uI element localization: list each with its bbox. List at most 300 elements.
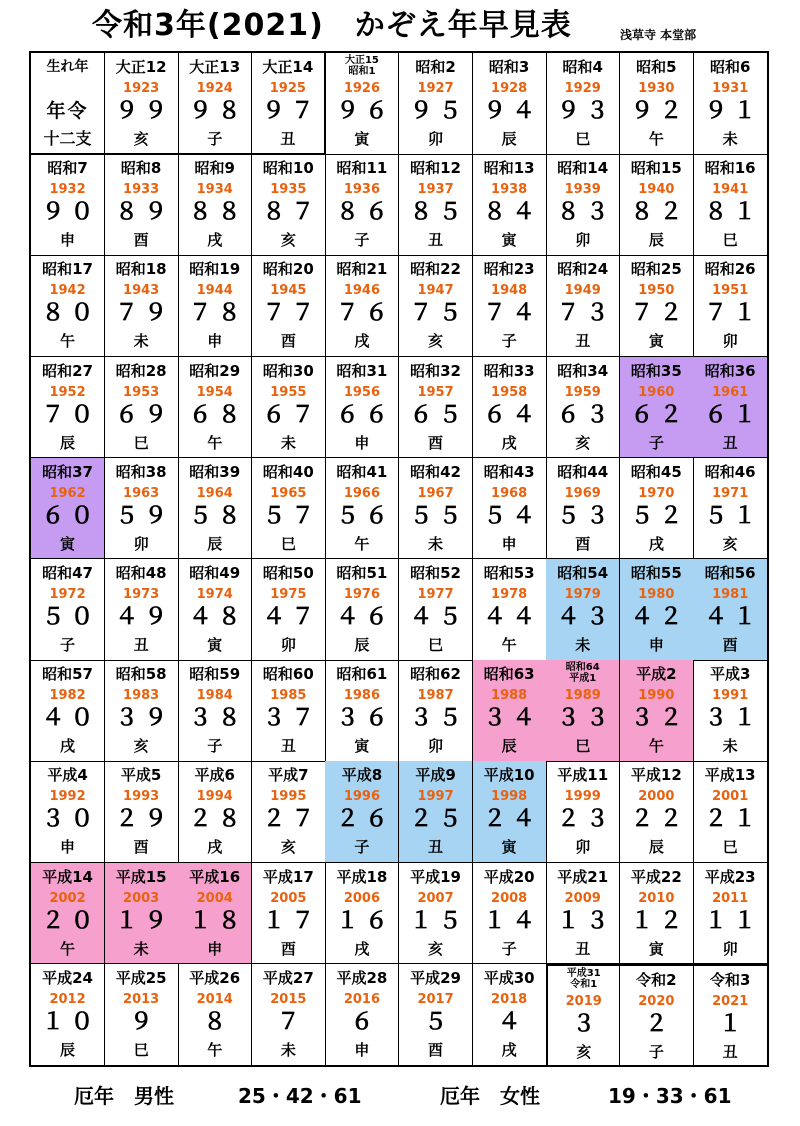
cell-year: 2009 [564,890,601,906]
cell-zodiac: 子 [501,939,517,958]
cell-zodiac: 未 [133,939,149,958]
cell-era: 生れ年 [46,59,89,75]
cell-zodiac: 子 [60,636,76,654]
cell-age: ４ [497,1008,527,1035]
cell-era: 平成20 [483,867,535,886]
cell-era: 昭和54 [557,564,609,582]
year-cell [105,559,179,661]
year-cell [325,154,399,256]
cell-year: 1925 [269,81,306,96]
cell-year: 2016 [343,991,381,1007]
cell-zodiac: 亥 [428,332,444,351]
cell-zodiac: 午 [60,332,76,351]
cell-year: 1926 [343,81,381,96]
cell-zodiac: 亥 [576,1042,592,1061]
cell-era: 平成29 [410,968,461,987]
year-cell [693,458,767,560]
year-cell [325,660,399,762]
cell-zodiac: 未 [722,737,738,756]
year-cell [252,53,326,155]
cell-age: ８５ [409,199,468,226]
year-cell [546,458,620,560]
cell-zodiac: 丑 [722,433,738,452]
female-ages: 19・33・61 [608,1084,732,1108]
cell-era: 昭和2 [415,58,456,76]
year-cell [252,863,326,965]
year-cell [473,964,547,1065]
year-cell [252,357,326,459]
cell-zodiac: 辰 [648,231,664,250]
year-cell [252,761,326,863]
year-cell [546,154,620,256]
cell-era: 昭和63 [483,665,535,684]
cell-year: 1962 [49,485,86,501]
cell-year: 1989 [564,688,601,704]
cell-era: 昭和30 [262,361,314,380]
cell-zodiac: 子 [648,433,664,452]
cell-zodiac: 子 [648,1042,664,1061]
cell-zodiac: 申 [60,231,76,250]
cell-year: 1946 [343,283,381,299]
cell-zodiac: 戌 [354,939,370,958]
cell-year: 1976 [343,587,381,602]
cell-era: 平成5 [120,766,162,785]
cell-era: 昭和15 [630,159,682,178]
cell-zodiac: 未 [575,636,591,654]
cell-zodiac: 子 [207,130,223,148]
cell-zodiac: 未 [722,130,738,148]
cell-year: 2020 [638,993,675,1009]
cell-era: 昭和37 [42,462,93,481]
year-cell [105,255,179,357]
cell-era: 平成28 [336,968,388,987]
cell-zodiac: 辰 [60,433,76,452]
cell-era: 昭和44 [557,462,609,481]
cell-zodiac: 未 [280,1040,296,1059]
cell-era: 昭和19 [189,260,241,279]
year-cell [31,154,105,256]
cell-age: ２７ [262,806,321,833]
year-cell [693,53,767,155]
cell-age: ３４ [483,705,542,732]
cell-era: 平成4 [47,766,88,785]
cell-age: ８０ [41,300,100,327]
cell-era: 昭和42 [410,462,461,481]
cell-age: ４３ [556,604,615,630]
cell-age: １４ [483,907,542,934]
cell-zodiac: 酉 [575,534,591,553]
cell-year: 1979 [564,587,601,602]
cell-era: 昭和43 [483,462,535,481]
cell-age: ３９ [115,705,174,732]
cell-year: 1951 [712,283,749,299]
cell-era: 平成24 [42,968,93,987]
cell-zodiac: 寅 [207,636,223,654]
cell-year: 1935 [270,182,307,198]
cell-era: 昭和24 [557,260,609,279]
cell-year: 1958 [491,384,528,400]
cell-zodiac: 午 [501,636,517,654]
cell-age: 年令 [46,100,89,122]
cell-zodiac: 亥 [133,737,149,756]
cell-era: 昭和41 [336,462,388,481]
year-cell [620,154,694,256]
cell-era: 平成7 [268,766,309,785]
cell-era: 平成8 [341,766,383,785]
cell-year: 1986 [343,688,381,704]
year-cell [546,53,620,155]
cell-age: ３５ [409,705,468,732]
cell-zodiac: 酉 [133,231,149,250]
cell-era: 平成15 [115,867,167,886]
cell-age: １６ [335,907,394,934]
cell-age: ５０ [41,604,100,630]
cell-zodiac: 寅 [60,534,76,553]
year-cell [546,357,620,459]
cell-zodiac: 辰 [354,636,370,654]
cell-zodiac: 卯 [575,231,591,250]
cell-age: ４７ [262,604,321,630]
cell-year: 1956 [343,384,381,400]
cell-age: ３１ [704,705,763,732]
cell-year: 2002 [49,890,86,906]
cell-zodiac: 子 [354,838,370,857]
cell-zodiac: 酉 [722,636,738,654]
year-cell [620,964,694,1065]
cell-zodiac: 午 [354,534,370,553]
cell-zodiac: 丑 [575,332,591,351]
cell-age: ７８ [188,300,247,327]
cell-age: １９ [115,907,174,934]
cell-zodiac: 酉 [280,939,296,958]
cell-zodiac: 巳 [133,433,149,452]
cell-zodiac: 寅 [501,231,517,250]
year-cell [399,53,473,155]
cell-year: 2019 [565,993,602,1009]
cell-era: 昭和46 [704,462,756,481]
cell-zodiac: 亥 [575,433,591,452]
year-cell [105,761,179,863]
cell-age: ９ [129,1008,159,1035]
cell-zodiac: 酉 [280,332,296,351]
cell-age: ９５ [409,98,468,124]
cell-age: ６０ [41,502,100,529]
cell-era: 昭和49 [189,564,241,582]
year-cell [693,357,767,459]
cell-age: ５６ [335,502,394,529]
cell-age: ６２ [630,401,689,428]
year-cell [693,863,767,965]
cell-age: ８７ [262,199,321,226]
cell-age: ６３ [556,401,615,428]
year-cell [399,255,473,357]
cell-era: 平成10 [483,766,535,785]
cell-year: 1971 [712,485,749,501]
cell-zodiac: 申 [354,1040,370,1059]
cell-age: ３６ [335,705,394,732]
cell-year: 1972 [49,587,86,602]
year-cell [473,255,547,357]
cell-year: 1954 [196,384,233,400]
cell-age: ６１ [704,401,763,428]
cell-era: 平成31 令和1 [566,967,601,990]
cell-era: 大正13 [189,58,241,76]
cell-year: 1964 [196,485,233,501]
cell-era: 平成6 [194,766,235,785]
year-cell [252,255,326,357]
cell-age: ７１ [704,300,763,327]
cell-year: 1959 [564,384,601,400]
year-cell [105,458,179,560]
cell-age: ４９ [115,604,174,630]
cell-age: ８４ [483,199,542,226]
cell-year: 1930 [638,81,675,96]
cell-age: ５３ [556,502,615,529]
cell-year: 1947 [417,283,454,299]
year-cell [178,964,252,1065]
cell-age: ６７ [262,401,321,428]
cell-era: 昭和5 [636,58,677,76]
cell-era: 昭和51 [336,564,388,582]
cell-age: ５１ [704,502,763,529]
cell-era: 平成17 [262,867,314,886]
year-cell [693,761,767,863]
year-cell [325,863,399,965]
cell-zodiac: 丑 [280,737,296,756]
cell-age: １０ [41,1008,100,1035]
cell-era: 昭和48 [115,564,167,582]
cell-year: 2000 [638,789,675,805]
cell-era: 昭和18 [115,260,167,279]
year-cell [399,660,473,762]
cell-zodiac: 未 [428,534,444,553]
cell-age: ２４ [483,806,542,833]
cell-zodiac: 午 [207,1040,223,1059]
cell-year: 1961 [712,384,749,400]
cell-age: ８ [203,1008,233,1035]
year-cell [252,660,326,762]
cell-age: ３２ [630,705,689,732]
cell-zodiac: 申 [501,534,517,553]
cell-zodiac: 巳 [722,838,738,857]
year-cell [693,154,767,256]
cell-age: ９２ [630,98,689,124]
cell-era: 平成27 [262,968,314,987]
cell-age: ７７ [262,300,321,327]
cell-age: １７ [262,907,321,934]
cell-year: 2015 [270,991,307,1007]
cell-age: ４２ [630,604,689,630]
cell-age: ７３ [556,300,615,327]
cell-age: ３０ [41,806,100,833]
cell-year: 2021 [712,993,749,1009]
cell-zodiac: 午 [207,433,223,452]
cell-era: 昭和58 [115,665,167,684]
cell-year: 1948 [491,283,528,299]
female-label: 厄年 女性 [440,1084,540,1108]
cell-era: 昭和32 [410,361,461,380]
year-cell [399,761,473,863]
cell-year: 1955 [270,384,307,400]
cell-zodiac: 戌 [648,534,664,553]
cell-zodiac: 寅 [648,939,664,958]
cell-zodiac: 巳 [280,534,296,553]
year-cell [178,357,252,459]
cell-age: ６５ [409,401,468,428]
cell-age: ２２ [630,806,689,833]
cell-age: ４０ [41,705,100,732]
cell-year: 2011 [712,890,749,906]
cell-zodiac: 戌 [501,1040,517,1059]
cell-year: 1969 [564,485,601,501]
cell-zodiac: 卯 [722,939,738,958]
year-cell [399,964,473,1065]
cell-era: 昭和22 [410,260,461,279]
cell-year: 1978 [491,587,528,602]
cell-age: ２０ [41,907,100,934]
cell-year: 1952 [49,384,86,400]
cell-era: 平成14 [42,867,93,886]
cell-zodiac: 戌 [207,838,223,857]
cell-era: 平成30 [483,968,535,987]
male-label: 厄年 男性 [74,1084,174,1108]
cell-age: １１ [704,907,763,934]
cell-age: ５８ [188,502,247,529]
year-cell [31,761,105,863]
cell-age: ８９ [115,199,174,226]
cell-era: 平成25 [115,968,167,987]
cell-era: 大正12 [115,58,167,76]
cell-age: ５４ [483,502,542,529]
cell-zodiac: 未 [133,332,149,351]
cell-age: １８ [188,907,247,934]
cell-zodiac: 辰 [207,534,223,553]
cell-zodiac: 卯 [575,838,591,857]
cell-zodiac: 丑 [575,939,591,958]
year-cell [473,559,547,661]
cell-zodiac: 午 [648,737,664,756]
cell-era: 昭和3 [488,58,530,76]
cell-era: 昭和11 [336,159,388,178]
year-cell [105,357,179,459]
cell-year: 2010 [638,890,675,906]
cell-year: 1923 [123,81,160,96]
cell-era: 昭和34 [557,361,609,380]
cell-year: 1966 [343,485,381,501]
cell-age: ３３ [556,705,615,732]
cell-era: 昭和36 [704,361,756,380]
cell-age: ２ [644,1010,674,1037]
cell-year: 1932 [49,182,86,198]
cell-zodiac: 丑 [280,130,296,148]
cell-year: 1988 [491,688,528,704]
cell-year: 1985 [270,688,307,704]
cell-year: 1933 [123,182,160,198]
cell-age: ５５ [409,502,468,529]
cell-era: 平成3 [709,665,751,684]
cell-year: 1965 [270,485,307,501]
cell-era: 平成2 [636,665,677,684]
cell-age: ５ [424,1008,454,1035]
cell-era: 昭和23 [483,260,535,279]
year-cell [178,458,252,560]
cell-age: ６ [350,1008,380,1035]
year-cell [252,964,326,1065]
cell-era: 昭和21 [336,260,388,279]
cell-year: 2012 [49,991,86,1007]
year-cell [325,458,399,560]
cell-year: 2006 [343,890,381,906]
cell-zodiac: 巳 [133,1040,149,1059]
year-cell [693,255,767,357]
year-cell [546,559,620,661]
cell-zodiac: 丑 [722,1042,738,1061]
cell-era: 昭和50 [262,564,314,582]
cell-year: 1927 [417,81,454,96]
cell-era: 平成21 [557,867,609,886]
cell-zodiac: 卯 [280,636,296,654]
year-cell [399,357,473,459]
cell-era: 昭和59 [189,665,241,684]
cell-era: 平成9 [415,766,456,785]
cell-era: 昭和56 [704,564,756,582]
cell-year: 1993 [123,789,160,805]
year-cell [399,559,473,661]
cell-era: 昭和29 [189,361,241,380]
cell-zodiac: 戌 [60,737,76,756]
year-cell [31,559,105,661]
cell-year: 1945 [270,283,307,299]
cell-age: ２８ [188,806,247,833]
cell-era: 昭和10 [262,159,314,178]
cell-year: 1992 [49,789,86,805]
cell-year: 2014 [196,991,233,1007]
cell-zodiac: 午 [60,939,76,958]
year-cell [105,964,179,1065]
cell-year: 1995 [270,789,307,805]
cell-era: 昭和14 [557,159,609,178]
cell-zodiac: 亥 [722,534,738,553]
year-cell [546,863,620,965]
yakudoshi-footer [0,1074,800,1114]
year-cell [620,357,694,459]
cell-zodiac: 丑 [133,636,149,654]
cell-era: 昭和47 [42,564,93,582]
cell-era: 昭和8 [120,159,162,178]
age-table [29,51,769,1067]
cell-age: ７２ [630,300,689,327]
year-cell [178,559,252,661]
cell-era: 昭和55 [630,564,682,582]
cell-year: 1944 [196,283,233,299]
cell-year: 1953 [123,384,160,400]
cell-era: 大正15 昭和1 [344,55,379,77]
cell-era: 平成19 [410,867,461,886]
cell-year: 2001 [712,789,749,805]
cell-age: ６８ [188,401,247,428]
cell-zodiac: 亥 [428,939,444,958]
year-cell [399,863,473,965]
cell-zodiac: 辰 [60,1040,76,1059]
cell-year: 2005 [270,890,307,906]
year-cell [105,863,179,965]
cell-age: １ [718,1010,748,1037]
cell-age: ２５ [409,806,468,833]
cell-year: 1982 [49,688,86,704]
year-cell [473,458,547,560]
cell-zodiac: 十二支 [43,129,92,148]
year-cell [473,660,547,762]
